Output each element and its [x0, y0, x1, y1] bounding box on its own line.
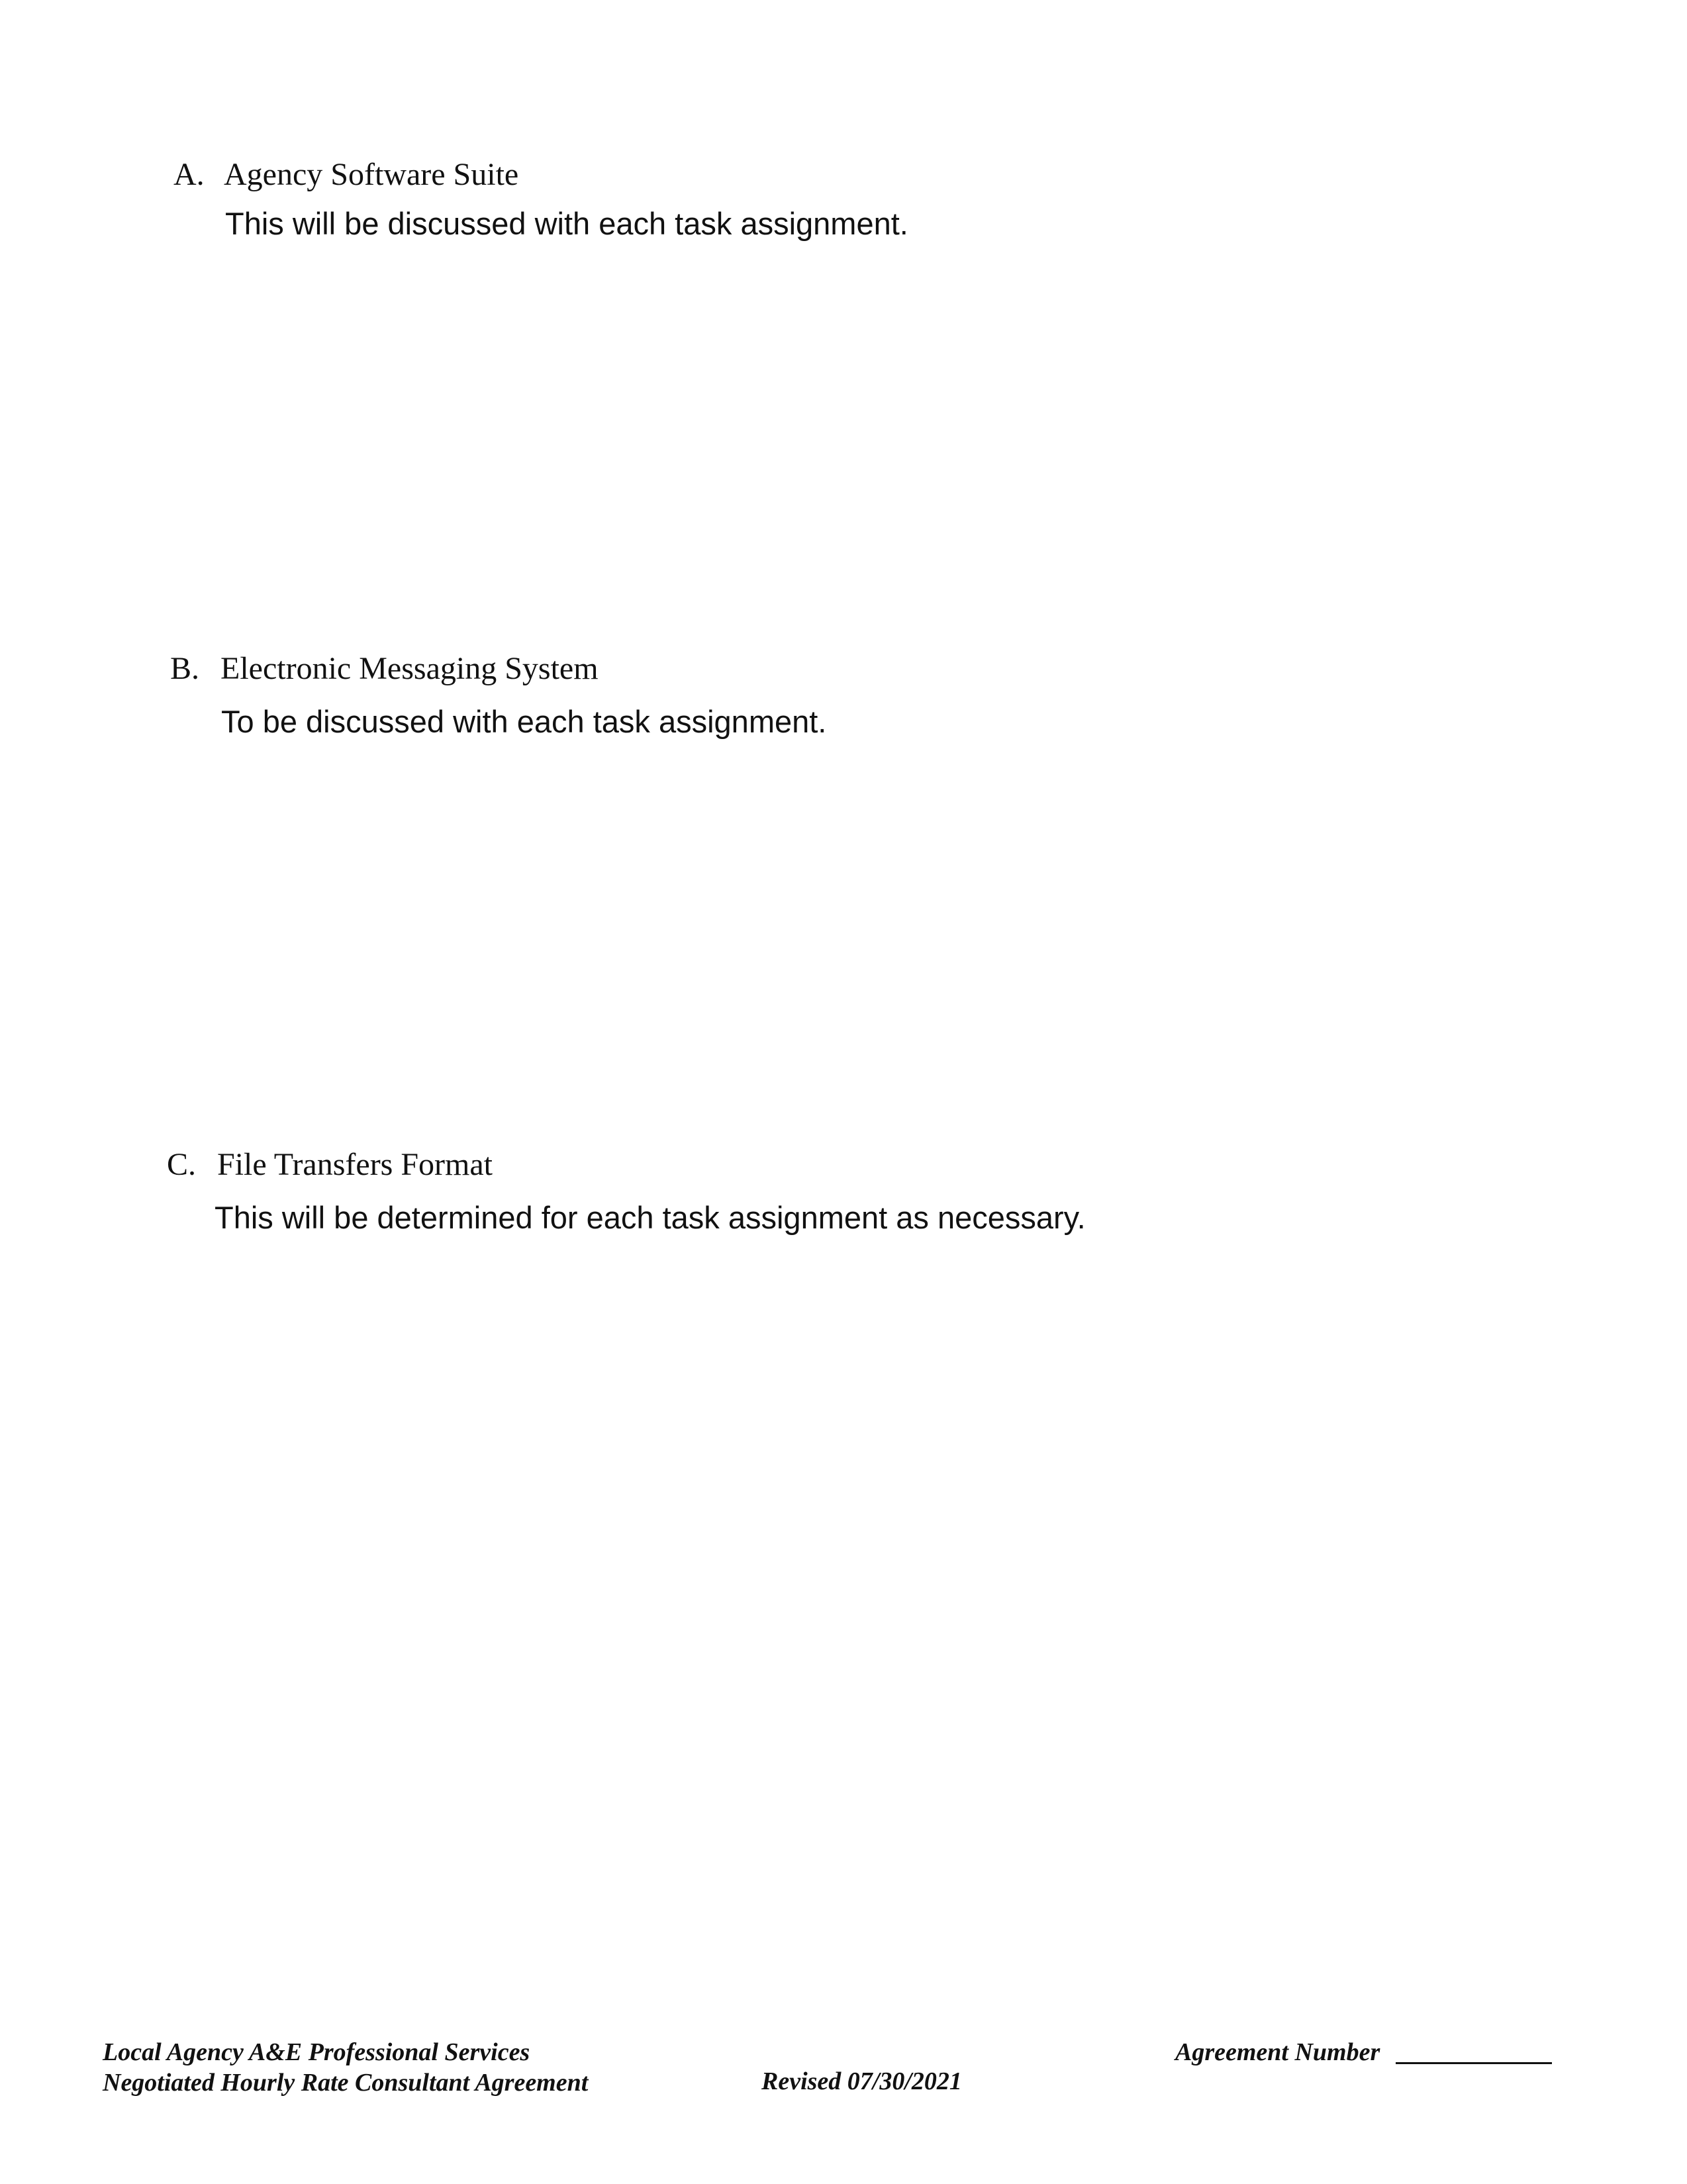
footer-agreement-type-line: Negotiated Hourly Rate Consultant Agreement [103, 2069, 589, 2097]
footer-revised-date: Revised 07/30/2021 [761, 2067, 962, 2095]
footer-agency-line: Local Agency A&E Professional Services [103, 2038, 530, 2066]
section-heading [167, 1146, 493, 1183]
section-text: This will be determined for each task assignment as necessary. [215, 1200, 1086, 1235]
section-letter: B. [170, 651, 200, 686]
footer-agreement-number-label: Agreement Number [1175, 2038, 1380, 2066]
section-letter: C. [167, 1147, 197, 1182]
agreement-number-blank-line [1396, 2062, 1552, 2064]
section-text: To be discussed with each task assignment. [221, 704, 827, 739]
section-letter: A. [173, 157, 205, 192]
section-heading [170, 650, 599, 687]
section-title: Electronic Messaging System [220, 651, 599, 686]
page-footer [0, 2037, 1687, 2103]
section-text: This will be discussed with each task assignment. [225, 206, 908, 241]
section-title: File Transfers Format [217, 1147, 493, 1182]
section-heading [173, 156, 518, 193]
section-title: Agency Software Suite [224, 157, 519, 192]
